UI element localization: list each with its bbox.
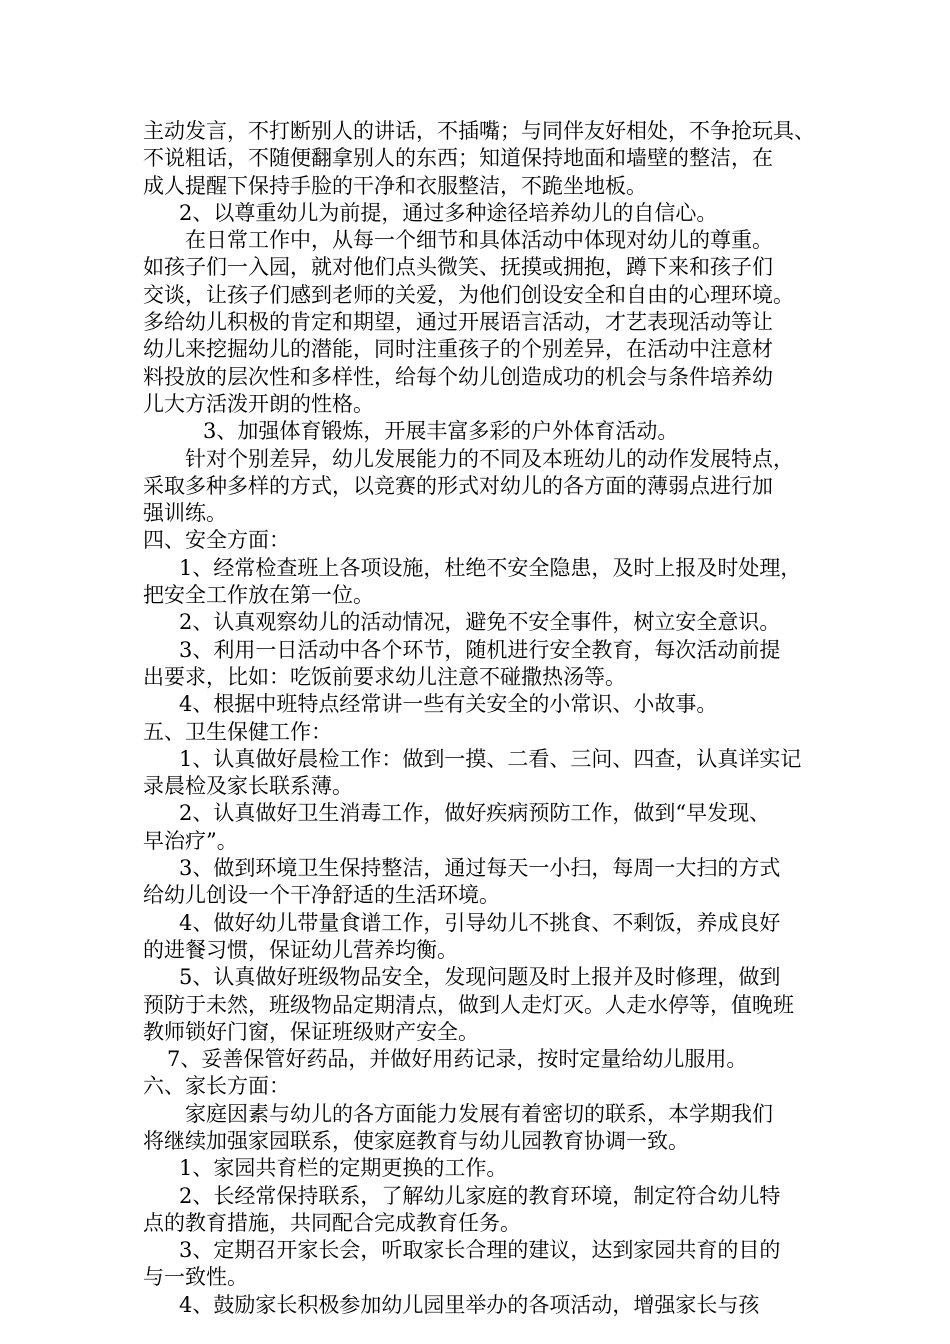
list-item: 5、认真做好班级物品安全，发现问题及时上报并及时修理，做到: [179, 965, 781, 990]
text-line: 强训练。: [143, 501, 227, 526]
list-item: 3、做到环境卫生保持整洁，通过每天一小扫，每周一大扫的方式: [179, 856, 781, 881]
text-line: 幼儿来挖掘幼儿的潜能，同时注重孩子的个别差异，在活动中注意材: [143, 337, 773, 362]
text-line: 将继续加强家园联系，使家庭教育与幼儿园教育协调一致。: [143, 1128, 689, 1153]
list-item: 3、定期召开家长会，听取家长合理的建议，达到家园共育的目的: [179, 1238, 781, 1263]
text-line: 的进餐习惯，保证幼儿营养均衡。: [143, 937, 458, 962]
list-item: 4、根据中班特点经常讲一些有关安全的小常识、小故事。: [179, 692, 718, 717]
section-title: 六、家长方面：: [143, 1074, 290, 1099]
text-line: 与一致性。: [143, 1265, 248, 1290]
section-title: 五、卫生保健工作：: [143, 719, 332, 744]
list-item: 1、经常检查班上各项设施，杜绝不安全隐患，及时上报及时处理，: [179, 555, 802, 580]
list-item: 2、认真做好卫生消毒工作，做好疾病预防工作，做到“早发现、: [179, 801, 771, 826]
text-line: 成人提醒下保持手脸的干净和衣服整洁，不跪坐地板。: [143, 173, 647, 198]
text-line: 录晨检及家长联系薄。: [143, 774, 353, 799]
text-line: 料投放的层次性和多样性，给每个幼儿创造成功的机会与条件培养幼: [143, 364, 773, 389]
paragraph-start: 在日常工作中，从每一个细节和具体活动中体现对幼儿的尊重。: [185, 228, 773, 253]
list-item: 4、做好幼儿带量食谱工作，引导幼儿不挑食、不剩饭，养成良好: [179, 910, 781, 935]
list-item: 4、鼓励家长积极参加幼儿园里举办的各项活动，增强家长与孩: [179, 1292, 760, 1317]
list-item: 7、妥善保管好药品，并做好用药记录，按时定量给幼儿服用。: [167, 1047, 748, 1072]
text-line: 教师锁好门窗，保证班级财产安全。: [143, 1019, 479, 1044]
text-line: 儿大方活泼开朗的性格。: [143, 391, 374, 416]
list-item: 3、利用一日活动中各个环节，随机进行安全教育，每次活动前提: [179, 637, 781, 662]
text-line: 多给幼儿积极的肯定和期望，通过开展语言活动，才艺表现活动等让: [143, 310, 773, 335]
text-line: 采取多种多样的方式，以竞赛的形式对幼儿的各方面的薄弱点进行加: [143, 473, 773, 498]
text-line: 早治疗”。: [143, 828, 238, 853]
text-line: 如孩子们一入园，就对他们点头微笑、抚摸或拥抱，蹲下来和孩子们: [143, 255, 773, 280]
list-item: 2、认真观察幼儿的活动情况，避免不安全事件，树立安全意识。: [179, 610, 781, 635]
list-item: 2、长经常保持联系，了解幼儿家庭的教育环境，制定符合幼儿特: [179, 1183, 781, 1208]
text-line: 点的教育措施，共同配合完成教育任务。: [143, 1210, 521, 1235]
document-body: [143, 118, 823, 1319]
text-line: 预防于未然，班级物品定期清点，做到人走灯灭。人走水停等，值晚班: [143, 992, 794, 1017]
text-line: 把安全工作放在第一位。: [143, 583, 374, 608]
section-heading: 2、以尊重幼儿为前提，通过多种途径培养幼儿的自信心。: [179, 200, 718, 225]
paragraph-start: 家庭因素与幼儿的各方面能力发展有着密切的联系，本学期我们: [185, 1101, 773, 1126]
text-line: 不说粗话，不随便翻拿别人的东西；知道保持地面和墙壁的整洁，在: [143, 146, 773, 171]
text-line: 给幼儿创设一个干净舒适的生活环境。: [143, 883, 500, 908]
section-heading: 3、加强体育锻炼，开展丰富多彩的户外体育活动。: [203, 419, 679, 444]
section-title: 四、安全方面：: [143, 528, 290, 553]
paragraph-start: 针对个别差异，幼儿发展能力的不同及本班幼儿的动作发展特点，: [185, 446, 794, 471]
text-line: 出要求，比如：吃饭前要求幼儿注意不碰撒热汤等。: [143, 664, 626, 689]
text-line: 交谈，让孩子们感到老师的关爱，为他们创设安全和自由的心理环境。: [143, 282, 794, 307]
text-line: 主动发言，不打断别人的讲话，不插嘴；与同伴友好相处，不争抢玩具、: [143, 119, 815, 143]
list-item: 1、家园共育栏的定期更换的工作。: [179, 1156, 508, 1181]
list-item: 1、认真做好晨检工作：做到一摸、二看、三问、四查，认真详实记: [179, 746, 802, 771]
